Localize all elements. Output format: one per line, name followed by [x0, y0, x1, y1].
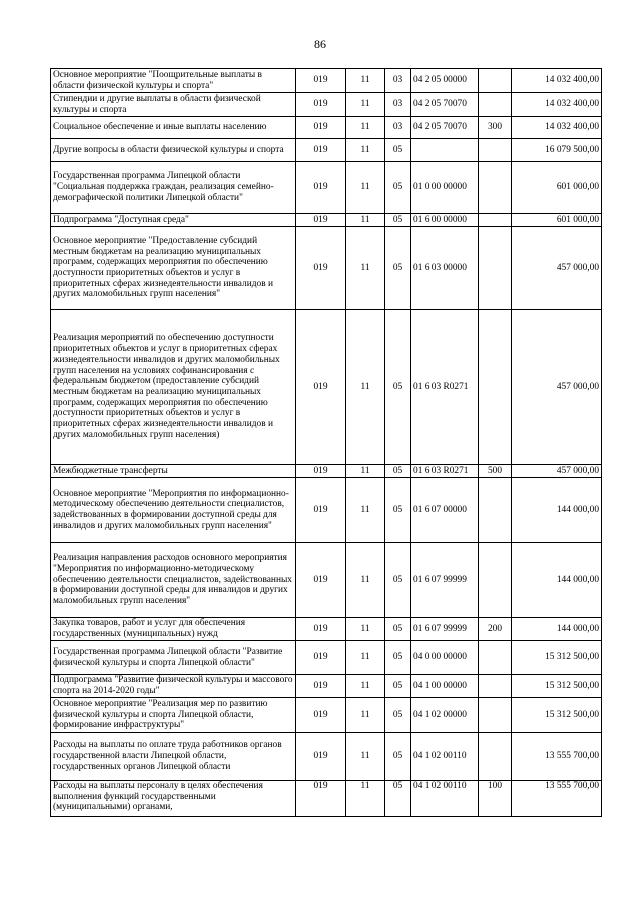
row-grbs-code: 019	[296, 310, 346, 465]
row-section-code: 11	[346, 618, 385, 641]
row-grbs-code: 019	[296, 781, 346, 817]
row-name: Подпрограмма "Развитие физической культуры и массового спорта на 2014-2020 годы"	[51, 675, 296, 698]
row-subsection-code: 05	[385, 618, 411, 641]
row-section-code: 11	[346, 214, 385, 227]
row-name: Основное мероприятие "Реализация мер по развитию физической культуры и спорта Липецкой области, формирование инфраструктуры"	[51, 698, 296, 733]
row-subsection-code: 05	[385, 543, 411, 618]
row-section-code: 11	[346, 698, 385, 733]
row-name: Подпрограмма "Доступная среда"	[51, 214, 296, 227]
row-expense-type	[479, 69, 512, 93]
row-target-article: 01 6 03 R0271	[411, 310, 479, 465]
row-expense-type	[479, 139, 512, 162]
row-amount: 15 312 500,00	[512, 675, 602, 698]
table-row	[51, 214, 602, 227]
row-amount: 601 000,00	[512, 214, 602, 227]
row-target-article: 04 2 05 00000	[411, 69, 479, 93]
row-amount: 15 312 500,00	[512, 698, 602, 733]
row-amount: 144 000,00	[512, 618, 602, 641]
table-row	[51, 733, 602, 781]
row-target-article: 04 1 02 00110	[411, 733, 479, 781]
row-amount: 144 000,00	[512, 478, 602, 543]
row-name: Закупка товаров, работ и услуг для обеспечения государственных (муниципальных) нужд	[51, 618, 296, 641]
row-subsection-code: 05	[385, 698, 411, 733]
row-subsection-code: 03	[385, 69, 411, 93]
row-target-article: 01 6 00 00000	[411, 214, 479, 227]
row-expense-type	[479, 641, 512, 675]
row-section-code: 11	[346, 781, 385, 817]
row-expense-type: 200	[479, 618, 512, 641]
table-row	[51, 675, 602, 698]
row-expense-type	[479, 214, 512, 227]
row-grbs-code: 019	[296, 214, 346, 227]
row-expense-type: 300	[479, 117, 512, 139]
row-amount: 457 000,00	[512, 227, 602, 310]
table-row	[51, 543, 602, 618]
table-row	[51, 641, 602, 675]
row-grbs-code: 019	[296, 139, 346, 162]
row-grbs-code: 019	[296, 698, 346, 733]
row-amount: 457 000,00	[512, 310, 602, 465]
row-target-article: 04 2 05 70070	[411, 93, 479, 117]
row-expense-type	[479, 698, 512, 733]
row-name: Реализация мероприятий по обеспечению доступности приоритетных объектов и услуг в приоритетных сферах жизнедеятельности инвалидов и других маломобильных групп населения на условиях софинансирования с федеральным бюджетом (предоставление субсидий местным бюджетам на реализацию муниципальных программ, содержащих мероприятия по обеспечению доступности приоритетных объектов и услуг в приоритетных сферах жизнедеятельности инвалидов и других маломобильных групп населения)	[51, 310, 296, 465]
row-section-code: 11	[346, 93, 385, 117]
table-row	[51, 139, 602, 162]
row-amount: 14 032 400,00	[512, 117, 602, 139]
row-subsection-code: 05	[385, 227, 411, 310]
row-target-article: 01 6 03 R0271	[411, 465, 479, 478]
row-subsection-code: 05	[385, 465, 411, 478]
row-amount: 601 000,00	[512, 162, 602, 214]
row-grbs-code: 019	[296, 465, 346, 478]
row-expense-type	[479, 675, 512, 698]
row-section-code: 11	[346, 310, 385, 465]
row-target-article: 04 2 05 70070	[411, 117, 479, 139]
table-row	[51, 698, 602, 733]
row-grbs-code: 019	[296, 618, 346, 641]
row-section-code: 11	[346, 675, 385, 698]
row-subsection-code: 05	[385, 733, 411, 781]
row-target-article: 01 6 07 99999	[411, 618, 479, 641]
row-subsection-code: 05	[385, 781, 411, 817]
row-name: Основное мероприятие "Мероприятия по информационно-методическому обеспечению деятельности специалистов, задействованных в формировании доступной среды для инвалидов и других маломобильных групп населения"	[51, 478, 296, 543]
row-expense-type	[479, 543, 512, 618]
row-name: Реализация направления расходов основного мероприятия "Мероприятия по информационно-методическому обеспечению деятельности специалистов, задействованных в формировании доступной среды для инвалидов и других маломобильных групп населения"	[51, 543, 296, 618]
row-section-code: 11	[346, 139, 385, 162]
row-subsection-code: 03	[385, 117, 411, 139]
row-target-article: 04 1 02 00000	[411, 698, 479, 733]
row-amount: 13 555 700,00	[512, 733, 602, 781]
table-row	[51, 69, 602, 93]
row-grbs-code: 019	[296, 641, 346, 675]
row-section-code: 11	[346, 227, 385, 310]
row-subsection-code: 05	[385, 478, 411, 543]
row-expense-type: 100	[479, 781, 512, 817]
row-grbs-code: 019	[296, 117, 346, 139]
row-grbs-code: 019	[296, 733, 346, 781]
row-amount: 13 555 700,00	[512, 781, 602, 817]
row-name: Стипендии и другие выплаты в области физической культуры и спорта	[51, 93, 296, 117]
row-amount: 457 000,00	[512, 465, 602, 478]
row-section-code: 11	[346, 478, 385, 543]
row-expense-type: 500	[479, 465, 512, 478]
row-name: Государственная программа Липецкой области "Развитие физической культуры и спорта Липецкой области"	[51, 641, 296, 675]
row-target-article: 01 6 07 99999	[411, 543, 479, 618]
table-row	[51, 465, 602, 478]
row-subsection-code: 03	[385, 93, 411, 117]
row-expense-type	[479, 478, 512, 543]
row-section-code: 11	[346, 465, 385, 478]
row-name: Расходы на выплаты по оплате труда работников органов государственной власти Липецкой области, государственных органов Липецкой области	[51, 733, 296, 781]
table-row	[51, 117, 602, 139]
table-row	[51, 227, 602, 310]
row-grbs-code: 019	[296, 162, 346, 214]
row-section-code: 11	[346, 69, 385, 93]
row-amount: 14 032 400,00	[512, 93, 602, 117]
row-subsection-code: 05	[385, 310, 411, 465]
row-target-article: 04 1 02 00110	[411, 781, 479, 817]
table-row	[51, 618, 602, 641]
row-name: Основное мероприятие "Предоставление субсидий местным бюджетам на реализацию муниципальных программ, содержащих мероприятия по обеспечению доступности приоритетных объектов и услуг в приоритетных сферах жизнедеятельности инвалидов и других маломобильных групп населения"	[51, 227, 296, 310]
row-subsection-code: 05	[385, 139, 411, 162]
table-row	[51, 478, 602, 543]
row-name: Межбюджетные трансферты	[51, 465, 296, 478]
row-grbs-code: 019	[296, 478, 346, 543]
row-target-article	[411, 139, 479, 162]
row-section-code: 11	[346, 733, 385, 781]
row-grbs-code: 019	[296, 675, 346, 698]
row-expense-type	[479, 733, 512, 781]
row-section-code: 11	[346, 162, 385, 214]
row-target-article: 01 6 03 00000	[411, 227, 479, 310]
row-subsection-code: 05	[385, 675, 411, 698]
row-expense-type	[479, 93, 512, 117]
row-target-article: 01 0 00 00000	[411, 162, 479, 214]
row-expense-type	[479, 310, 512, 465]
table-row	[51, 162, 602, 214]
row-section-code: 11	[346, 641, 385, 675]
row-grbs-code: 019	[296, 69, 346, 93]
row-subsection-code: 05	[385, 214, 411, 227]
row-amount: 144 000,00	[512, 543, 602, 618]
row-grbs-code: 019	[296, 93, 346, 117]
row-section-code: 11	[346, 543, 385, 618]
row-target-article: 01 6 07 00000	[411, 478, 479, 543]
row-target-article: 04 0 00 00000	[411, 641, 479, 675]
row-grbs-code: 019	[296, 227, 346, 310]
budget-table-body	[51, 69, 602, 817]
row-amount: 16 079 500,00	[512, 139, 602, 162]
row-name: Социальное обеспечение и иные выплаты населению	[51, 117, 296, 139]
row-grbs-code: 019	[296, 543, 346, 618]
row-name: Государственная программа Липецкой области "Социальная поддержка граждан, реализация семейно-демографической политики Липецкой области"	[51, 162, 296, 214]
row-subsection-code: 05	[385, 641, 411, 675]
row-subsection-code: 05	[385, 162, 411, 214]
row-amount: 14 032 400,00	[512, 69, 602, 93]
row-target-article: 04 1 00 00000	[411, 675, 479, 698]
row-name: Расходы на выплаты персоналу в целях обеспечения выполнения функций государственными (муниципальными) органами,	[51, 781, 296, 817]
table-row	[51, 781, 602, 817]
row-section-code: 11	[346, 117, 385, 139]
row-expense-type	[479, 162, 512, 214]
row-amount: 15 312 500,00	[512, 641, 602, 675]
table-row	[51, 93, 602, 117]
row-name: Основное мероприятие "Поощрительные выплаты в области физической культуры и спорта"	[51, 69, 296, 93]
budget-table	[50, 68, 602, 817]
page-number: 86	[314, 37, 326, 51]
row-name: Другие вопросы в области физической культуры и спорта	[51, 139, 296, 162]
row-expense-type	[479, 227, 512, 310]
table-row	[51, 310, 602, 465]
